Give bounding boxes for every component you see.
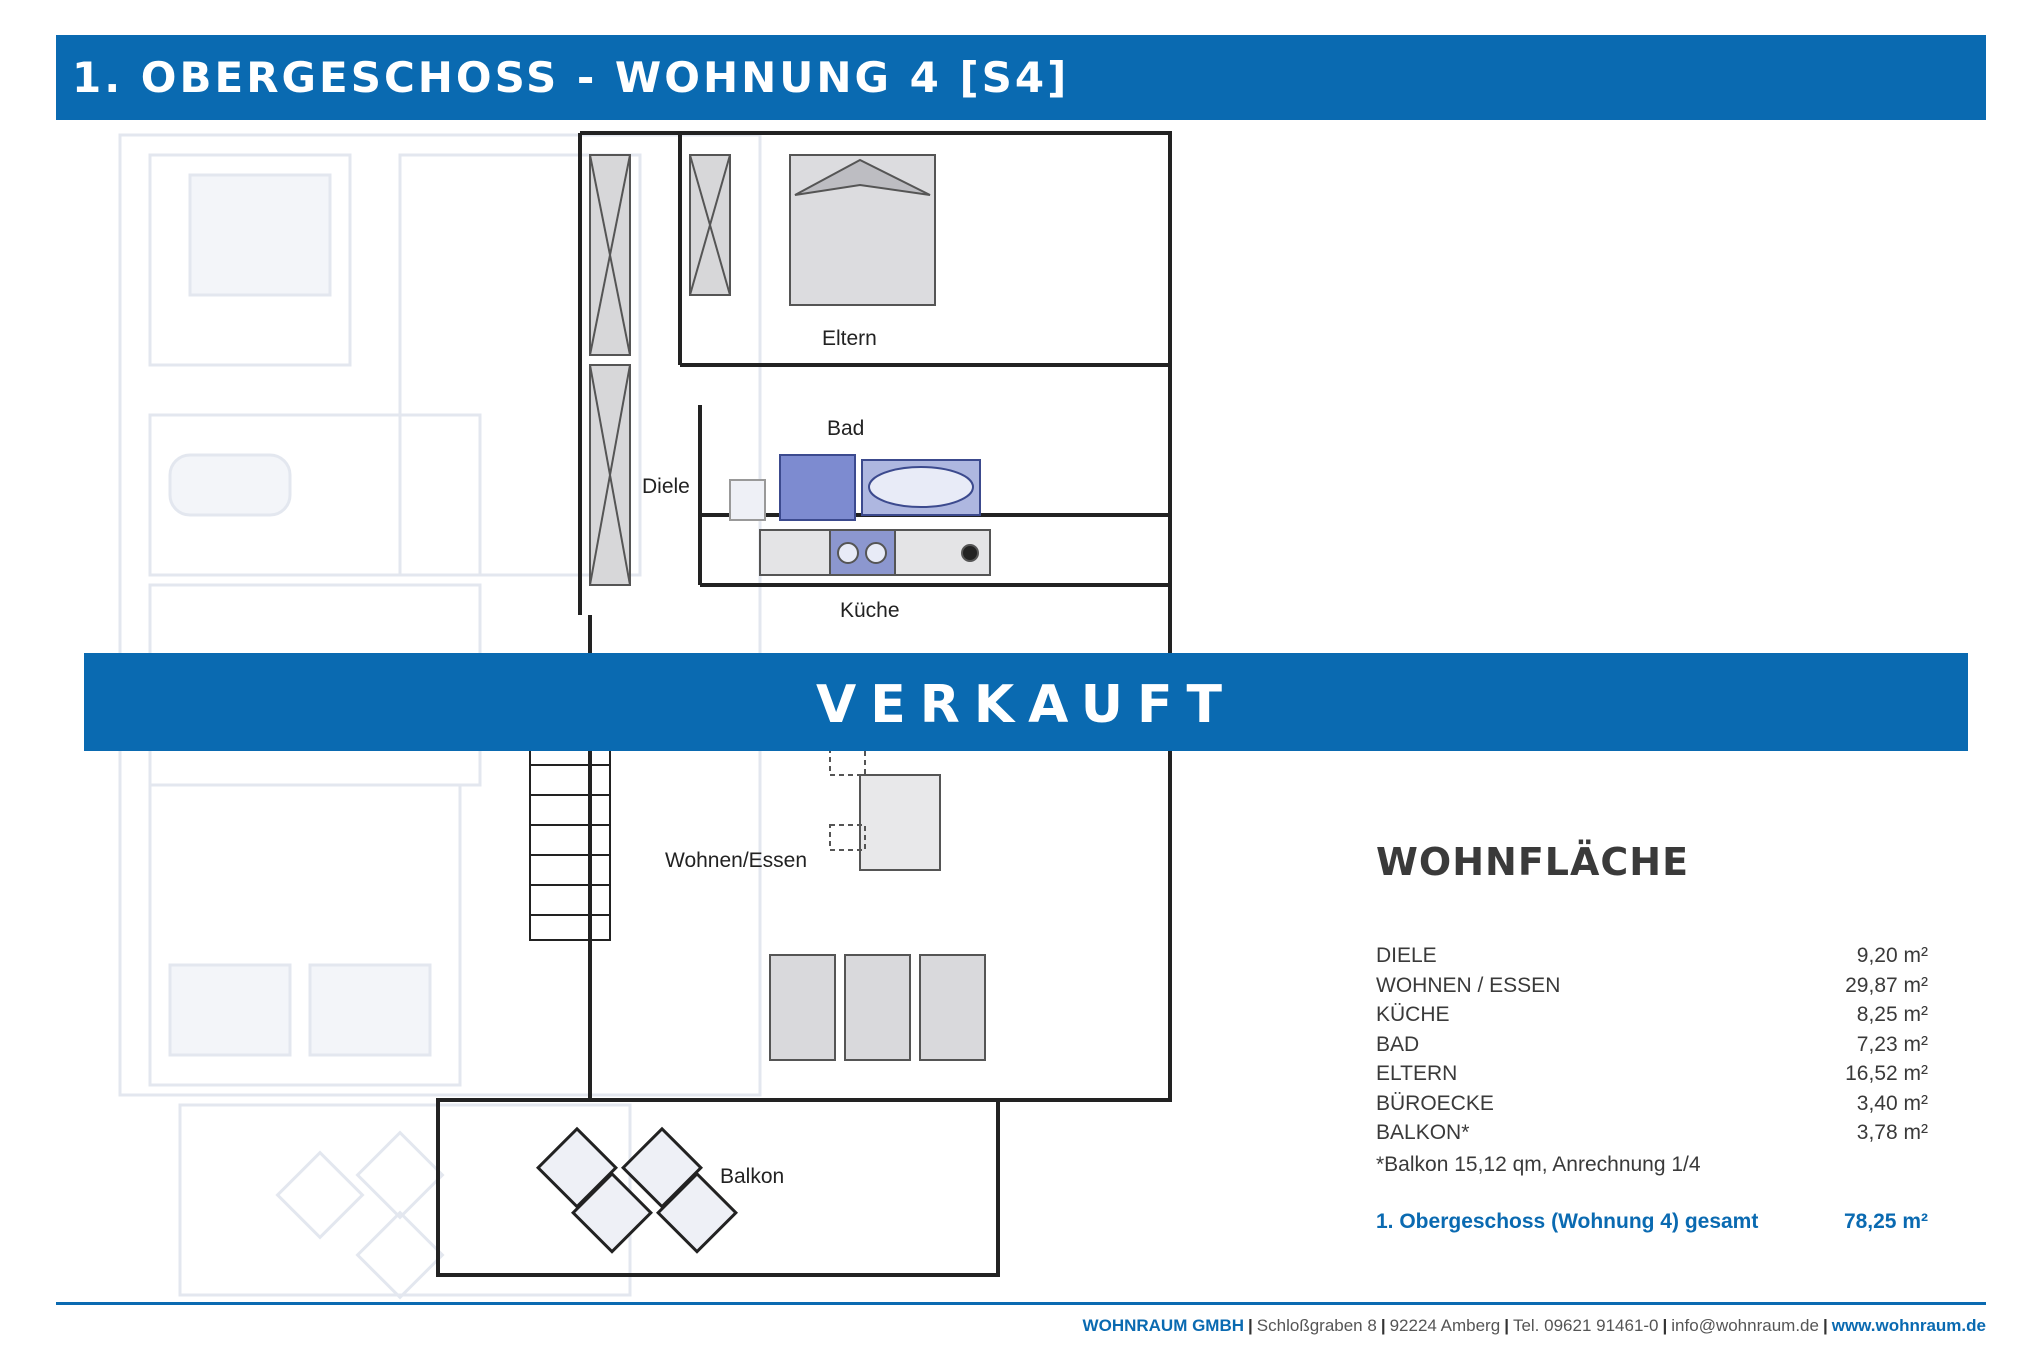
- area-value: 7,23 m²: [1856, 1032, 1928, 1056]
- area-label: DIELE: [1376, 944, 1437, 967]
- room-label-bad: Bad: [827, 417, 865, 440]
- dining-table: [830, 750, 940, 870]
- bed: [790, 155, 935, 305]
- area-label: BALKON*: [1376, 1121, 1470, 1144]
- bathroom-fixtures: [730, 455, 980, 520]
- footer-divider: [56, 1302, 1986, 1305]
- wardrobes: [590, 155, 730, 585]
- area-row: [1376, 1092, 1928, 1122]
- sofa-group: [770, 955, 985, 1060]
- kitchen-counter: [760, 530, 990, 575]
- area-value: 3,40 m²: [1856, 1091, 1928, 1115]
- area-row: [1376, 1062, 1928, 1092]
- area-row: [1376, 1003, 1928, 1033]
- header-bar: [56, 35, 1986, 120]
- area-label: KÜCHE: [1376, 1003, 1450, 1026]
- balcony-note: *Balkon 15,12 qm, Anrechnung 1/4: [1376, 1152, 1701, 1176]
- room-label-diele: Diele: [642, 475, 690, 498]
- area-total: [1376, 1210, 1928, 1234]
- footer-company: WOHNRAUM GMBH: [1082, 1316, 1245, 1335]
- footer-email[interactable]: info@wohnraum.de: [1671, 1316, 1819, 1335]
- page-title: 1. OBERGESCHOSS - WOHNUNG 4 [S4]: [72, 53, 1070, 102]
- area-label: ELTERN: [1376, 1062, 1458, 1085]
- area-value: 8,25 m²: [1856, 1003, 1928, 1026]
- area-label: BAD: [1376, 1032, 1420, 1056]
- sold-banner: [84, 653, 1968, 751]
- sold-text: VERKAUFT: [816, 675, 1236, 735]
- area-row: [1376, 1121, 1928, 1151]
- balcony-furniture: [538, 1129, 736, 1252]
- room-label-wohnen: Wohnen/Essen: [665, 849, 808, 872]
- room-label-eltern: Eltern: [822, 327, 877, 350]
- area-label: WOHNEN / ESSEN: [1376, 973, 1561, 997]
- area-total-value: 78,25 m²: [1843, 1209, 1928, 1233]
- footer-street: Schloßgraben 8: [1256, 1316, 1377, 1335]
- area-row: [1376, 974, 1928, 1004]
- area-value: 9,20 m²: [1856, 944, 1928, 967]
- footer-website[interactable]: www.wohnraum.de: [1831, 1316, 1986, 1335]
- area-value: 3,78 m²: [1856, 1121, 1928, 1144]
- area-table: [1376, 944, 1928, 1234]
- area-row: [1376, 1033, 1928, 1063]
- footer-phone: Tel. 09621 91461-0: [1512, 1316, 1659, 1335]
- room-label-kueche: Küche: [840, 599, 900, 622]
- area-value: 29,87 m²: [1845, 973, 1928, 997]
- footer-city: 92224 Amberg: [1389, 1316, 1501, 1335]
- room-label-balkon: Balkon: [720, 1165, 785, 1188]
- area-title: WOHNFLÄCHE: [1376, 840, 1690, 884]
- area-row: [1376, 944, 1928, 974]
- area-total-label: 1. Obergeschoss (Wohnung 4) gesamt: [1376, 1209, 1759, 1233]
- area-value: 16,52 m²: [1845, 1062, 1928, 1085]
- footer: WOHNRAUM GMBH | Schloßgraben 8 | 92224 Amberg | Tel. 09621 91461-0 | info@wohnraum.de | www.wohnraum.de: [1082, 1316, 1986, 1335]
- area-label: BÜROECKE: [1376, 1091, 1494, 1115]
